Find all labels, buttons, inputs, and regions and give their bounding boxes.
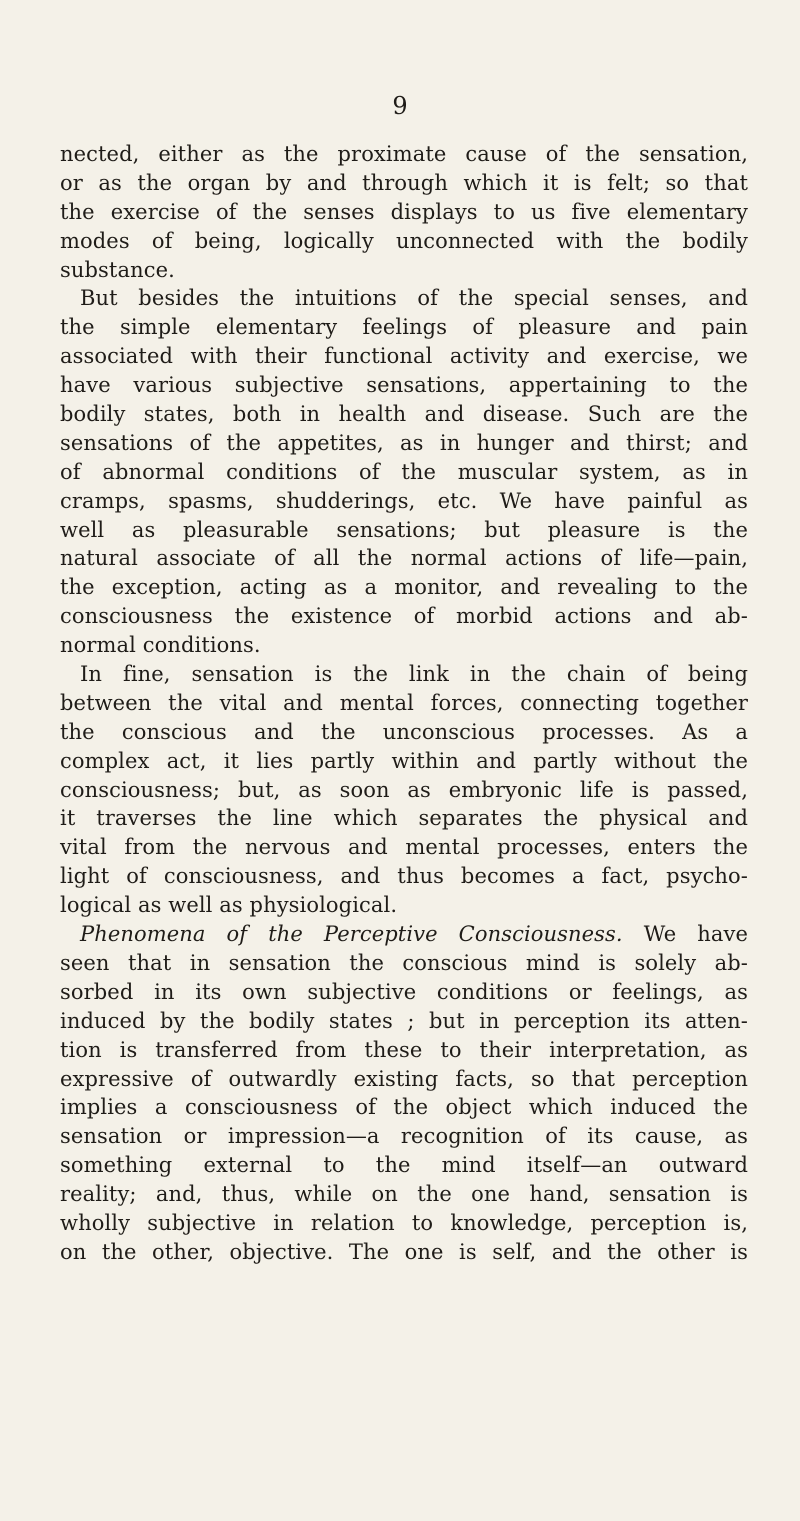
- text-line: it traverses the line which separates the physical and: [60, 806, 748, 831]
- text-line: tion is transferred from these to their interpretation, as: [60, 1037, 748, 1062]
- section-heading-line: [60, 920, 748, 949]
- text-line: induced by the bodily states ; but in perception its atten-: [60, 1008, 748, 1033]
- text-line: of abnormal conditions of the muscular system, as in: [60, 459, 748, 484]
- text-line: have various subjective sensations, appertaining to the: [60, 373, 748, 398]
- section-heading: Phenomena of the Perceptive Consciousness.: [80, 922, 623, 947]
- text-line: consciousness the existence of morbid actions and ab-: [60, 604, 748, 629]
- text-line: associated with their functional activity and exercise, we: [60, 344, 748, 369]
- text-line: sensations of the appetites, as in hunger and thirst; and: [60, 430, 748, 455]
- text-line: natural associate of all the normal actions of life—pain,: [60, 546, 748, 571]
- text-line: the conscious and the unconscious processes. As a: [60, 719, 748, 744]
- text-line: logical as well as physiological.: [60, 893, 398, 918]
- page-number: 9: [392, 92, 408, 120]
- text-line: between the vital and mental forces, connecting together: [60, 690, 748, 715]
- text-line: light of consciousness, and thus becomes a fact, psycho-: [60, 864, 748, 889]
- text-line: well as pleasurable sensations; but pleasure is the: [60, 517, 748, 542]
- text-line: nected, either as the proximate cause of the sensation,: [60, 142, 748, 166]
- text-line: or as the organ by and through which it is felt; so that: [60, 170, 748, 195]
- text-line: reality; and, thus, while on the one hand, sensation is: [60, 1182, 748, 1207]
- text-fragment: We have: [643, 922, 748, 947]
- text-line: expressive of outwardly existing facts, so that perception: [60, 1066, 748, 1091]
- text-line: bodily states, both in health and disease. Such are the: [60, 402, 748, 427]
- text-line: something external to the mind itself—an outward: [60, 1153, 748, 1178]
- text-line: cramps, spasms, shudderings, etc. We have painful as: [60, 488, 748, 513]
- text-line: seen that in sensation the conscious mind is solely ab-: [60, 950, 748, 975]
- text-line: the exercise of the senses displays to us five elementary: [60, 199, 748, 224]
- text-line: In fine, sensation is the link in the chain of being: [80, 662, 748, 687]
- text-line: sensation or impression—a recognition of its cause, as: [60, 1124, 748, 1149]
- text-line: implies a consciousness of the object which induced the: [60, 1095, 748, 1120]
- text-line: modes of being, logically unconnected with the bodily: [60, 228, 748, 253]
- text-line: complex act, it lies partly within and partly without the: [60, 748, 748, 773]
- text-line: sorbed in its own subjective conditions or feelings, as: [60, 979, 748, 1004]
- text-line: consciousness; but, as soon as embryonic life is passed,: [60, 777, 748, 802]
- text-line: the exception, acting as a monitor, and revealing to the: [60, 575, 748, 600]
- body-text: [60, 140, 748, 1267]
- text-line: substance.: [60, 257, 175, 282]
- text-line: wholly subjective in relation to knowledge, perception is,: [60, 1210, 748, 1235]
- text-line: But besides the intuitions of the special senses, and: [80, 286, 748, 311]
- text-line: vital from the nervous and mental processes, enters the: [60, 835, 748, 860]
- text-line: the simple elementary feelings of pleasure and pain: [60, 315, 748, 340]
- text-line: normal conditions.: [60, 633, 261, 658]
- text-line: on the other, objective. The one is self, and the other is: [60, 1239, 748, 1264]
